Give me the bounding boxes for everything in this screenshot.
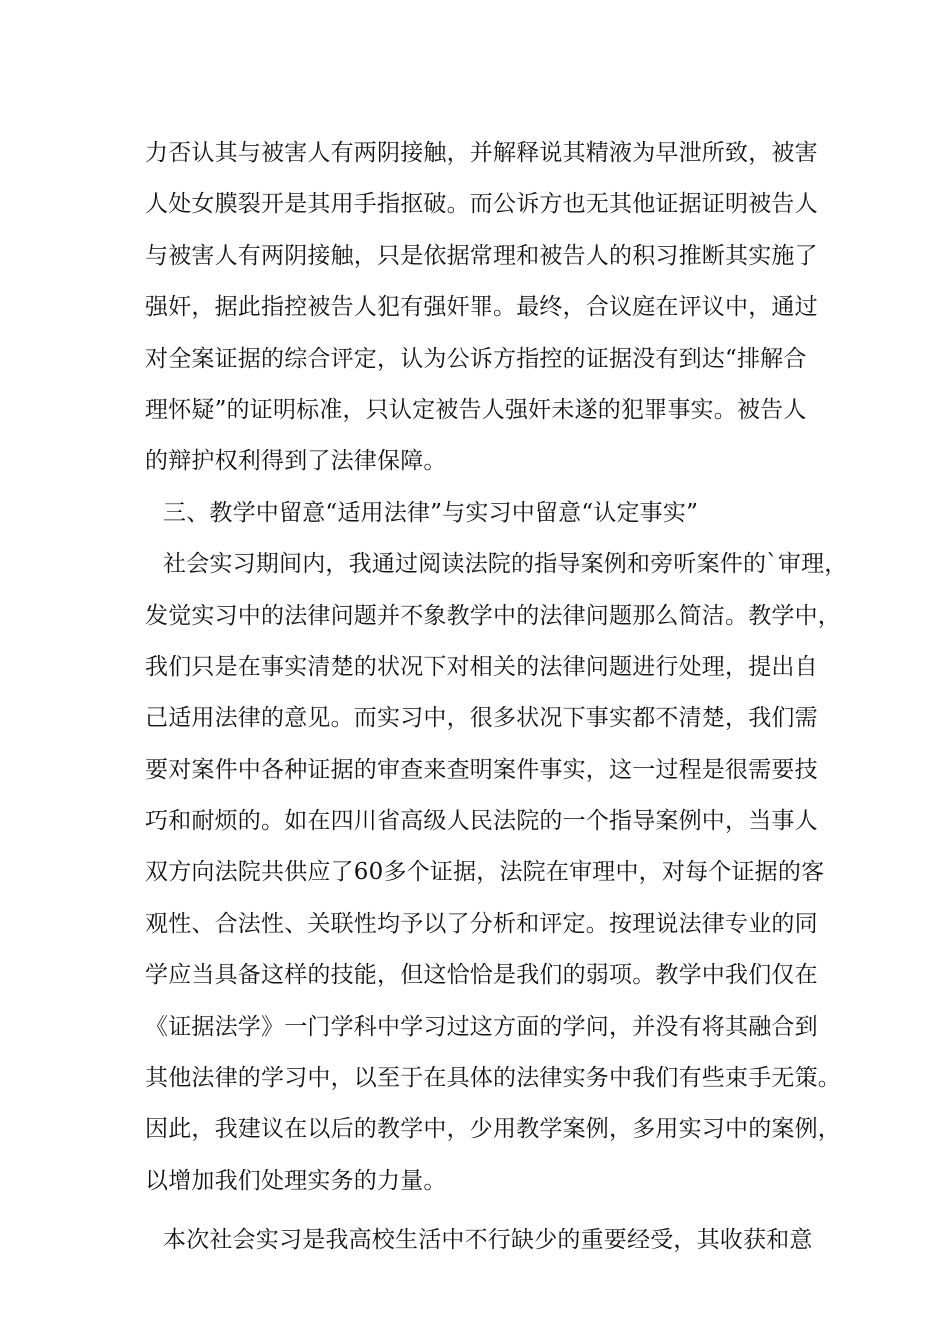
section-heading: 三、教学中留意“适用法律”与实习中留意“认定事实” xyxy=(163,499,699,526)
text-line: 社会实习期间内，我通过阅读法院的指导案例和旁听案件的`审理， xyxy=(163,551,848,578)
text-line: 学应当具备这样的技能，但这恰恰是我们的弱项。教学中我们仅在 xyxy=(145,962,818,989)
text-line: 对全案证据的综合评定，认为公诉方指控的证据没有到达“排解合 xyxy=(145,345,807,372)
text-line: 以增加我们处理实务的力量。 xyxy=(145,1167,447,1194)
text-line: 力否认其与被害人有两阴接触，并解释说其精液为早泄所致，被害 xyxy=(145,140,818,166)
text-line: 本次社会实习是我高校生活中不行缺少的重要经受，其收获和意 xyxy=(163,1227,813,1254)
text-line: 理怀疑”的证明标准，只认定被告人强奸未遂的犯罪事实。被告人 xyxy=(145,396,807,423)
text-line: 我们只是在事实清楚的状况下对相关的法律问题进行处理，提出自 xyxy=(145,653,818,680)
document-body xyxy=(145,128,848,1267)
text-line: 人处女膜裂开是其用手指抠破。而公诉方也无其他证据证明被告人 xyxy=(145,191,818,218)
text-line: 与被害人有两阴接触，只是依据常理和被告人的积习推断其实施了 xyxy=(145,242,818,269)
text-line: 《证据法学》一门学科中学习过这方面的学问，并没有将其融合到 xyxy=(145,1013,818,1040)
text-line: 观性、合法性、关联性均予以了分析和评定。按理说法律专业的同 xyxy=(145,910,818,937)
paragraph-continuation xyxy=(145,128,835,488)
text-line: 其他法律的学习中，以至于在具体的法律实务中我们有些束手无策。 xyxy=(145,1065,841,1092)
text-line: 强奸，据此指控被告人犯有强奸罪。最终，合议庭在评议中，通过 xyxy=(145,294,818,321)
paragraph-internship xyxy=(145,539,848,1207)
text-line: 因此，我建议在以后的教学中，少用教学案例，多用实习中的案例， xyxy=(145,1116,841,1143)
text-line: 发觉实习中的法律问题并不象教学中的法律问题那么简洁。教学中， xyxy=(145,602,841,629)
text-line: 巧和耐烦的。如在四川省高级人民法院的一个指导案例中，当事人 xyxy=(145,808,818,835)
text-line: 双方向法院共供应了60多个证据，法院在审理中，对每个证据的客 xyxy=(145,859,825,886)
paragraph-conclusion xyxy=(145,1215,835,1266)
text-line: 己适用法律的意见。而实习中，很多状况下事实都不清楚，我们需 xyxy=(145,705,818,732)
text-line: 的辩护权利得到了法律保障。 xyxy=(145,448,447,475)
text-line: 要对案件中各种证据的审查来查明案件事实，这一过程是很需要技 xyxy=(145,756,818,783)
paragraph-spacer xyxy=(145,1207,835,1215)
